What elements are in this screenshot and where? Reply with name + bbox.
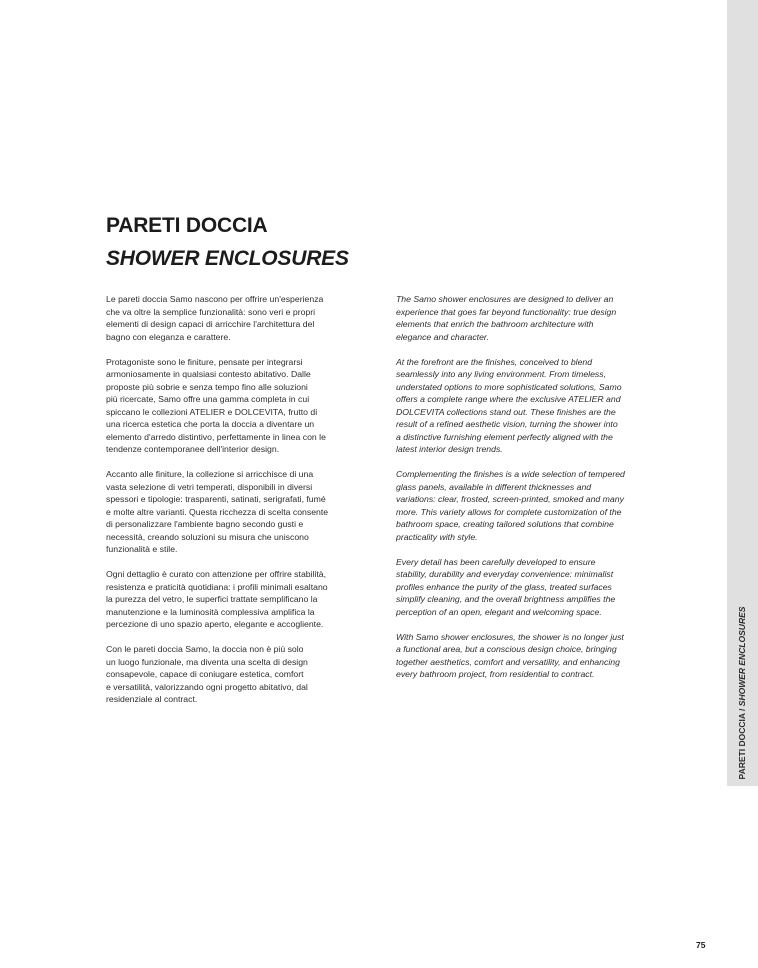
paragraph-it-4: Ogni dettaglio è curato con attenzione per offrire stabilità, resistenza e praticità quotidiana: i profili minimali esaltano la purezza del vetro, le superfici trattate semplificano la manutenzione e la luminosità complessiva amplifica la percezione di uno spazio aperto, elegante e accogliente. <box>106 569 328 629</box>
body-column-it <box>106 293 368 718</box>
paragraph-it-3: Accanto alle finiture, la collezione si arricchisce di una vasta selezione di vetri temperati, disponibili in diversi spessori e tipologie: trasparenti, satinati, serigrafati, fumé e molte altre varianti. Questa ricchezza di scelta consente di personalizzare l'ambiente bagno secondo gusti e necessità, creando soluzioni su misura che uniscono funzionalità e stile. <box>106 469 329 554</box>
side-tab-separator: / <box>737 706 747 714</box>
paragraph-en-2: At the forefront are the finishes, conceived to blend seamlessly into any living environment. From timeless, understated options to more sophisticated solutions, Samo offers a complete range where the exclusive ATELIER and DOLCEVITA collections stand out. These finishes are the result of a refined aesthetic vision, turning the shower into a distinctive furnishing element perfectly aligned with the latest interior design trends. <box>396 356 622 454</box>
page-title-it: PARETI DOCCIA <box>106 214 268 237</box>
paragraph-en-3: Complementing the finishes is a wide selection of tempered glass panels, available in different thicknesses and variations: clear, frosted, screen-printed, smoked and many more. This variety allows for complete customization of the bathroom space, creating tailored solutions that combine practicality with style. <box>396 469 625 542</box>
paragraph-en-1: The Samo shower enclosures are designed to deliver an experience that goes far beyond functionality: true design elements that enrich the bathroom architecture with elegance and character. <box>396 294 617 342</box>
title-block <box>106 211 526 274</box>
paragraph-en-5: With Samo shower enclosures, the shower is no longer just a functional area, but a conscious design choice, bringing together aesthetics, comfort and versatility, and enhancing every bathroom project, from residential to contract. <box>396 631 624 679</box>
page-title-en: SHOWER ENCLOSURES <box>106 247 349 270</box>
side-tab-label-en: SHOWER ENCLOSURES <box>737 606 747 707</box>
side-tab-label <box>737 607 747 780</box>
body-column-en <box>396 293 658 693</box>
paragraph-it-5: Con le pareti doccia Samo, la doccia non è più solo un luogo funzionale, ma diventa una scelta di design consapevole, capace di coniugare estetica, comfort e versatilità, valorizzando ogni progetto abitativo, dal residenziale al contract. <box>106 644 308 704</box>
paragraph-it-1: Le pareti doccia Samo nascono per offrire un'esperienza che va oltre la semplice funzionalità: sono veri e propri elementi di design capaci di arricchire l'architettura del bagno con eleganza e carattere. <box>106 294 324 342</box>
side-tab-label-it: PARETI DOCCIA <box>737 713 747 780</box>
paragraph-en-4: Every detail has been carefully developed to ensure stability, durability and everyday convenience: minimalist profiles enhance the purity of the glass, treated surfaces simplify cleaning, and the overall brightness amplifies the perception of an open, elegant and welcoming space. <box>396 556 616 617</box>
paragraph-it-2: Protagoniste sono le finiture, pensate per integrarsi armoniosamente in qualsiasi contesto abitativo. Dalle proposte più sobrie e senza tempo fino alle soluzioni più ricercate, Samo offre una gamma completa in cui spiccano le collezioni ATELIER e DOLCEVITA, frutto di una ricerca estetica che porta la doccia a diventare un elemento d'arredo distintivo, perfettamente in linea con le tendenze contemporanee dell'interior design. <box>106 356 326 454</box>
page-number: 75 <box>696 940 706 950</box>
